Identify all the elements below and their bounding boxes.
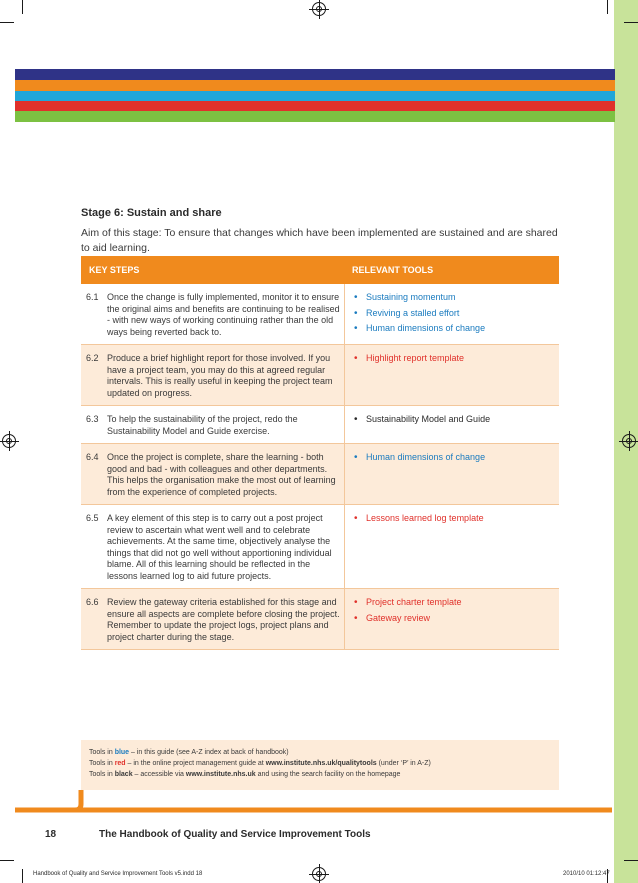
table-row [81, 345, 559, 406]
legend-qualitytools-url[interactable]: www.institute.nhs.uk/qualitytools [265, 760, 377, 767]
step-cell [81, 589, 345, 649]
table-row [81, 444, 559, 505]
tools-cell [345, 505, 559, 588]
step-number: 6.2 [86, 353, 99, 363]
legend-text: Tools in [89, 771, 115, 778]
tools-cell [345, 406, 559, 443]
tool-label[interactable]: Project charter template [366, 597, 462, 607]
step-number: 6.4 [86, 452, 99, 462]
tool-item[interactable] [354, 292, 555, 304]
step-text: Review the gateway criteria established for this stage and ensure all aspects are complete before closing the project. Remember to update the project logs, project plans and project charter during the stage. [107, 597, 340, 642]
crop-mark-top-right-v [607, 0, 608, 14]
step-text: Produce a brief highlight report for those involved. If you have a project team, you may do this at agreed regular intervals. This is really useful in keeping the project team updated on progress. [107, 353, 333, 398]
step-number: 6.6 [86, 597, 99, 607]
table-row [81, 406, 559, 444]
tools-legend [81, 740, 559, 790]
stage-aim: Aim of this stage: To ensure that changes which have been implemented are sustained and are shared to aid learning. [81, 227, 558, 254]
legend-text: Tools in [89, 749, 115, 756]
table-row [81, 505, 559, 589]
table-row [81, 284, 559, 345]
legend-text: Tools in [89, 760, 115, 767]
tool-item[interactable] [354, 613, 555, 625]
registration-mark-right [622, 434, 636, 448]
tool-item[interactable] [354, 323, 555, 335]
step-number: 6.1 [86, 292, 99, 302]
tool-item[interactable] [354, 597, 555, 609]
bullet-icon: • [354, 353, 358, 364]
bullet-icon: • [354, 612, 358, 624]
tools-cell [345, 589, 559, 649]
crop-mark-top-left-h [0, 22, 14, 23]
tool-label[interactable]: Lessons learned log template [366, 513, 484, 523]
tool-item[interactable] [354, 452, 555, 464]
crop-mark-top-left-v [22, 0, 23, 14]
step-text: A key element of this step is to carry out a post project review to ascertain what went well and to celebrate achievements. At the same time, objectively analyse the things that did not go well without apportioning individual blame. All of this learning should be reflected in the lessons learned log to aid future projects. [107, 513, 332, 581]
stripe-orange [15, 80, 615, 91]
tool-label[interactable]: Human dimensions of change [366, 452, 486, 462]
bullet-icon: • [354, 323, 358, 334]
step-cell [81, 345, 345, 405]
legend-red-word: red [114, 760, 126, 767]
bullet-icon: • [354, 307, 358, 319]
step-cell [81, 406, 345, 443]
table-row [81, 589, 559, 650]
legend-text: – in the online project management guide at [125, 760, 266, 767]
header-key-steps: KEY STEPS [89, 265, 140, 275]
tool-label[interactable]: Human dimensions of change [366, 323, 486, 333]
header-relevant-tools: RELEVANT TOOLS [352, 265, 434, 275]
crop-mark-bottom-left-h [0, 860, 14, 861]
bullet-icon: • [354, 452, 358, 463]
legend-line-red [89, 758, 551, 769]
table-body [81, 284, 559, 650]
legend-text: and using the search facility on the homepage [255, 771, 401, 778]
table-header [81, 256, 559, 284]
step-text: Once the project is complete, share the learning - both good and bad - with colleagues and other departments. This helps the organisation make the most out of learning from the experience of completed projects. [107, 452, 336, 497]
stripe-green [15, 111, 615, 122]
bullet-icon: • [354, 513, 358, 524]
legend-line-black [89, 769, 551, 780]
tool-label[interactable]: Sustaining momentum [366, 292, 456, 302]
crop-mark-top-right-h [624, 22, 638, 23]
stripe-navy [15, 69, 615, 80]
tool-item[interactable] [354, 308, 555, 320]
tools-cell [345, 284, 559, 344]
stage-title: Stage 6: Sustain and share [81, 207, 222, 219]
key-steps-table [81, 256, 559, 650]
crop-mark-bottom-right-h [624, 860, 638, 861]
legend-black-word: black [114, 771, 133, 778]
bullet-icon: • [354, 292, 358, 303]
handbook-title: The Handbook of Quality and Service Improvement Tools [99, 829, 371, 840]
tool-item[interactable] [354, 353, 555, 365]
print-slug-filename: Handbook of Quality and Service Improvement Tools v5.indd 18 [33, 871, 203, 877]
tools-cell [345, 345, 559, 405]
page-number: 18 [45, 829, 57, 840]
legend-blue-word: blue [114, 749, 130, 756]
bullet-icon: • [354, 414, 358, 425]
tool-label[interactable]: Gateway review [366, 612, 431, 623]
tool-label[interactable]: Sustainability Model and Guide [366, 414, 491, 424]
registration-mark-left [2, 434, 16, 448]
registration-mark-top [312, 2, 326, 16]
step-text: Once the change is fully implemented, monitor it to ensure the original aims and benefits are continuing to be realised - with new ways of working continuing rather than the old ways being reverted back to. [107, 292, 340, 337]
step-cell [81, 444, 345, 504]
legend-institute-url[interactable]: www.institute.nhs.uk [185, 771, 256, 778]
bullet-icon: • [354, 597, 358, 608]
legend-text: – in this guide (see A-Z index at back of handbook) [129, 749, 289, 756]
tool-label[interactable]: Reviving a stalled effort [366, 307, 460, 318]
print-slug-timestamp: 2010/10 01:12:47 [563, 871, 610, 877]
crop-mark-bottom-left-v [22, 869, 23, 883]
step-text: To help the sustainability of the project, redo the Sustainability Model and Guide exercise. [107, 414, 298, 436]
step-cell [81, 505, 345, 588]
registration-mark-bottom [312, 867, 326, 881]
legend-text: (under ‘P’ in A-Z) [376, 760, 431, 767]
step-number: 6.3 [86, 414, 99, 424]
tool-item[interactable] [354, 414, 555, 426]
tools-cell [345, 444, 559, 504]
legend-line-blue [89, 747, 551, 758]
tool-item[interactable] [354, 513, 555, 525]
step-cell [81, 284, 345, 344]
step-number: 6.5 [86, 513, 99, 523]
legend-text: – accessible via [132, 771, 186, 778]
tool-label[interactable]: Highlight report template [366, 353, 465, 363]
footer-orange-line [0, 790, 638, 850]
